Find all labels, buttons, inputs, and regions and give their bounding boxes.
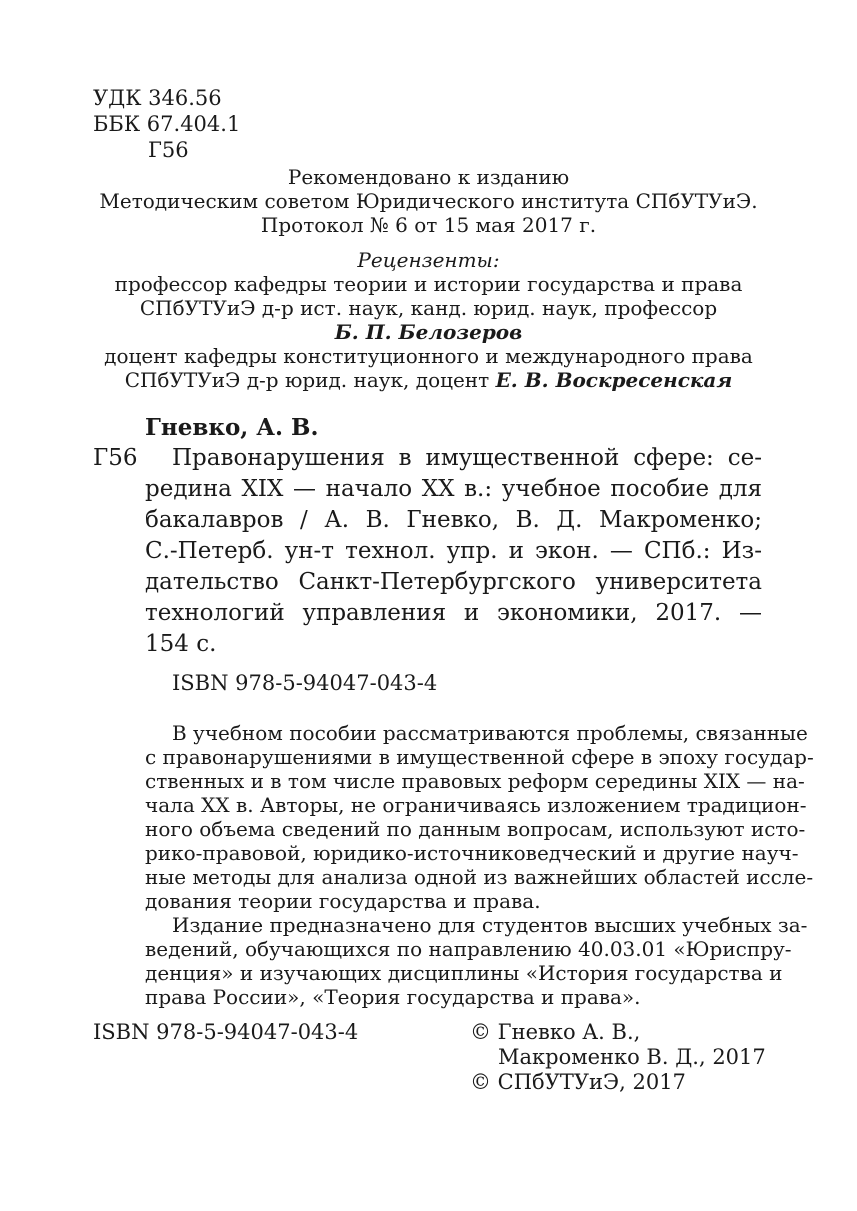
recommendation-line-2: Методическим советом Юридического института СПбУТУиЭ.	[99, 189, 758, 213]
reviewer-2-title: СПбУТУиЭ д-р юрид. наук, доцент	[124, 368, 490, 392]
reviewer-2-line-2	[0, 368, 857, 392]
abstract-line-4: чала XX в. Авторы, не ограничиваясь изложением традицион-	[145, 793, 807, 817]
recommendation-line-1: Рекомендовано к изданию	[287, 165, 570, 189]
reviewer-2-name: Е. В. Воскресенская	[495, 368, 733, 392]
bibliographic-line-5: дательство Санкт-Петербургского университета	[145, 569, 762, 595]
abstract-line-8: дования теории государства и права.	[145, 889, 541, 913]
bibliographic-line-2: редина XIX — начало XX в.: учебное пособие для	[145, 476, 762, 502]
abstract-line-7: ные методы для анализа одной из важнейших областей иссле-	[145, 865, 814, 889]
bibliographic-isbn: ISBN 978-5-94047-043-4	[172, 671, 438, 695]
reviewer-1-line-1: профессор кафедры теории и истории государства и права	[114, 272, 743, 296]
bibliographic-line-3: бакалавров / А. В. Гневко, В. Д. Макроменко;	[145, 507, 762, 533]
bibliographic-line-6: технологий управления и экономики, 2017. —	[145, 600, 762, 626]
recommendation-line-3: Протокол № 6 от 15 мая 2017 г.	[260, 213, 597, 237]
abstract-line-9: Издание предназначено для студентов высших учебных за-	[172, 913, 808, 937]
copyright-publisher: © СПбУТУиЭ, 2017	[470, 1070, 686, 1094]
reviewer-1-line-2: СПбУТУиЭ д-р ист. наук, канд. юрид. наук, профессор	[139, 296, 718, 320]
bibliographic-code: Г56	[93, 445, 138, 471]
abstract-line-2: с правонарушениями в имущественной сфере в эпоху государ-	[145, 745, 814, 769]
reviewers-heading: Рецензенты:	[357, 248, 500, 272]
udk-code: УДК 346.56	[93, 86, 222, 110]
reviewer-2-line-1: доцент кафедры конституционного и международного права	[104, 344, 753, 368]
abstract-line-6: рико-правовой, юридико-источниковедческий и другие науч-	[145, 841, 799, 865]
bibliographic-line-1: Правонарушения в имущественной сфере: се-	[172, 445, 762, 471]
copyright-authors: © Гневко А. В.,	[470, 1020, 641, 1044]
bibliographic-line-7: 154 с.	[145, 631, 217, 657]
bbk-code: ББК 67.404.1	[93, 112, 241, 136]
bibliographic-line-4: С.-Петерб. ун-т технол. упр. и экон. — СПб.: Из-	[145, 538, 762, 564]
abstract-line-10: ведений, обучающихся по направлению 40.03.01 «Юриспру-	[145, 937, 792, 961]
abstract-line-3: ственных и в том числе правовых реформ середины XIX — на-	[145, 769, 805, 793]
author-mark: Г56	[148, 138, 189, 162]
footer-isbn: ISBN 978-5-94047-043-4	[93, 1020, 359, 1044]
abstract-line-11: денция» и изучающих дисциплины «История государства и	[145, 961, 783, 985]
reviewer-1-name: Б. П. Белозеров	[334, 320, 523, 344]
abstract-line-5: ного объема сведений по данным вопросам, используют исто-	[145, 817, 806, 841]
abstract-line-1: В учебном пособии рассматриваются проблемы, связанные	[172, 721, 808, 745]
abstract-line-12: права России», «Теория государства и права».	[145, 985, 641, 1009]
copyright-authors-cont: Макроменко В. Д., 2017	[498, 1045, 766, 1069]
author-heading: Гневко, А. В.	[145, 414, 319, 441]
